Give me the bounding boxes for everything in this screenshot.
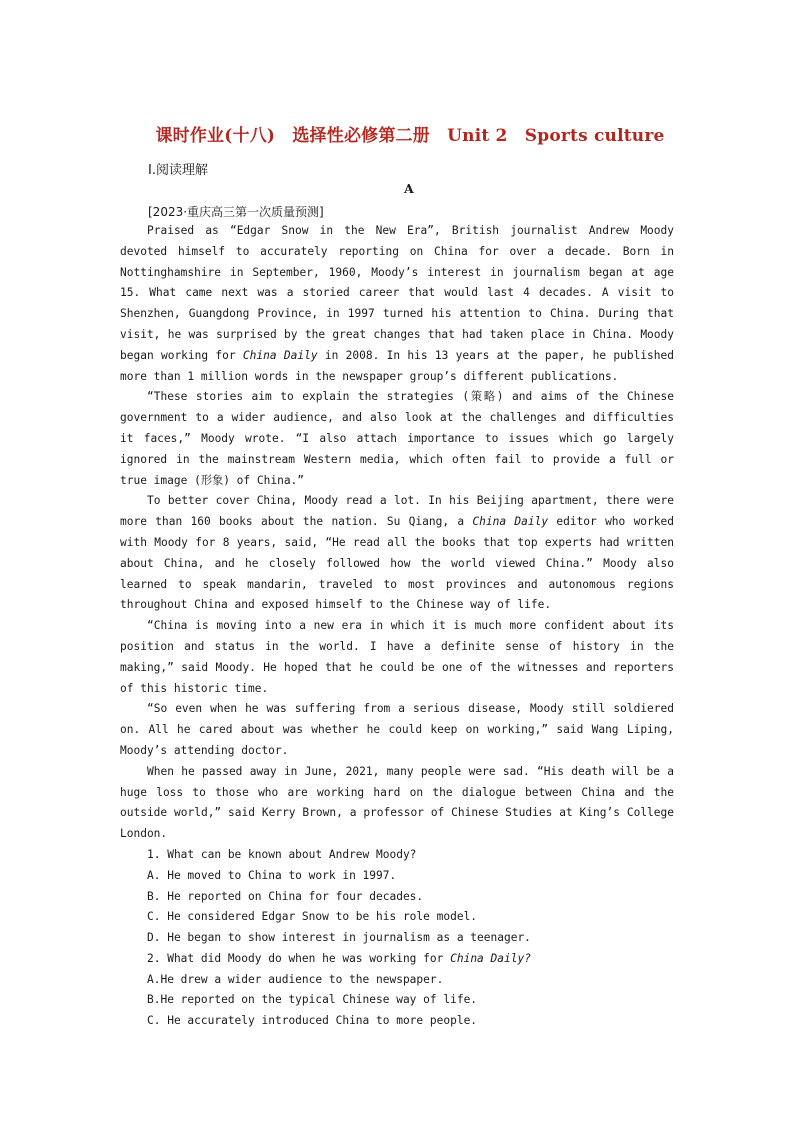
question-stem (120, 949, 674, 970)
question-stem-text: 2. What did Moody do when he was working for (147, 951, 451, 965)
newspaper-name: China Daily? (450, 951, 531, 965)
question-1 (120, 845, 674, 949)
paragraph (120, 616, 674, 699)
option-a: A.He drew a wider audience to the newspaper. (147, 972, 444, 986)
paragraph-text: “So even when he was suffering from a serious disease, Moody still soldiered on. All he cared about was whether he could keep on working,” said Wang Liping, Moody’s attending doctor. (120, 702, 674, 757)
paragraph-text: Praised as “Edgar Snow in the New Era”, British journalist Andrew Moody devoted himself to accurately reporting on China for over a decade. Born in Nottinghamshire in September, 1960, Moody’s interest in journalism began at age 15. What came next was a storied career that would last 4 decades. A visit to Shenzhen, Guangdong Province, in 1997 turned his attention to China. During that visit, he was surprised by the great changes that had taken place in China. Moody began working for (120, 224, 674, 362)
newspaper-name: China Daily (242, 348, 318, 362)
passage-body (120, 221, 674, 1032)
paragraph-text: in 2008. In his 13 years at the paper, he published more than 1 million words in the newspaper group’s different publications. (120, 348, 674, 383)
source-tag: [2023·重庆高三第一次质量预测] (148, 205, 324, 219)
paragraph (120, 762, 674, 845)
paragraph (120, 387, 674, 491)
paragraph-text: To better cover China, Moody read a lot. In his Beijing apartment, there were more than 160 books about the nation. Su Qiang, a (120, 494, 674, 529)
option-d: D. He began to show interest in journalism as a teenager. (147, 931, 531, 945)
newspaper-name: China Daily (472, 515, 549, 529)
option-b: B. He reported on China for four decades. (147, 889, 424, 903)
paragraph (120, 699, 674, 761)
question-2 (120, 949, 674, 1032)
page-title: 课时作业(十八) 选择性必修第二册 Unit 2 Sports culture (155, 126, 665, 146)
paragraph-text: “China is moving into a new era in which it is much more confident about its position and status in the world. I have a definite sense of history in the making,” said Moody. He hoped that he could be one of the witnesses and reporters of this historic time. (120, 619, 674, 695)
option-c: C. He accurately introduced China to more people. (147, 1014, 478, 1028)
paragraph-text: When he passed away in June, 2021, many people were sad. “His death will be a huge loss to those who are working hard on the dialogue between China and the outside world,” said Kerry Brown, a professor of Chinese Studies at King’s College London. (120, 764, 674, 841)
paragraph (120, 491, 674, 616)
paragraph (120, 221, 674, 387)
paragraph-text: editor who worked with Moody for 8 years, said, “He read all the books that top experts had written about China, and he closely followed how the world viewed China.” Moody also learned to speak mandarin, traveled to most provinces and autonomous regions throughout China and exposed himself to the Chinese way of life. (120, 515, 674, 612)
passage-label: A (404, 181, 414, 196)
question-stem: 1. What can be known about Andrew Moody? (147, 847, 417, 861)
paragraph-text: “These stories aim to explain the strategies (策略) and aims of the Chinese government to a wider audience, and also look at the challenges and difficulties it faces,” Moody wrote. “I also attach importance to issues which go largely ignored in the mainstream Western media, which often fail to provide a full or true image (形象) of China.” (120, 390, 674, 487)
section-heading: Ⅰ.阅读理解 (148, 163, 208, 178)
option-c: C. He considered Edgar Snow to be his role model. (147, 910, 478, 924)
option-a: A. He moved to China to work in 1997. (147, 868, 397, 882)
option-b: B.He reported on the typical Chinese way of life. (147, 993, 478, 1007)
